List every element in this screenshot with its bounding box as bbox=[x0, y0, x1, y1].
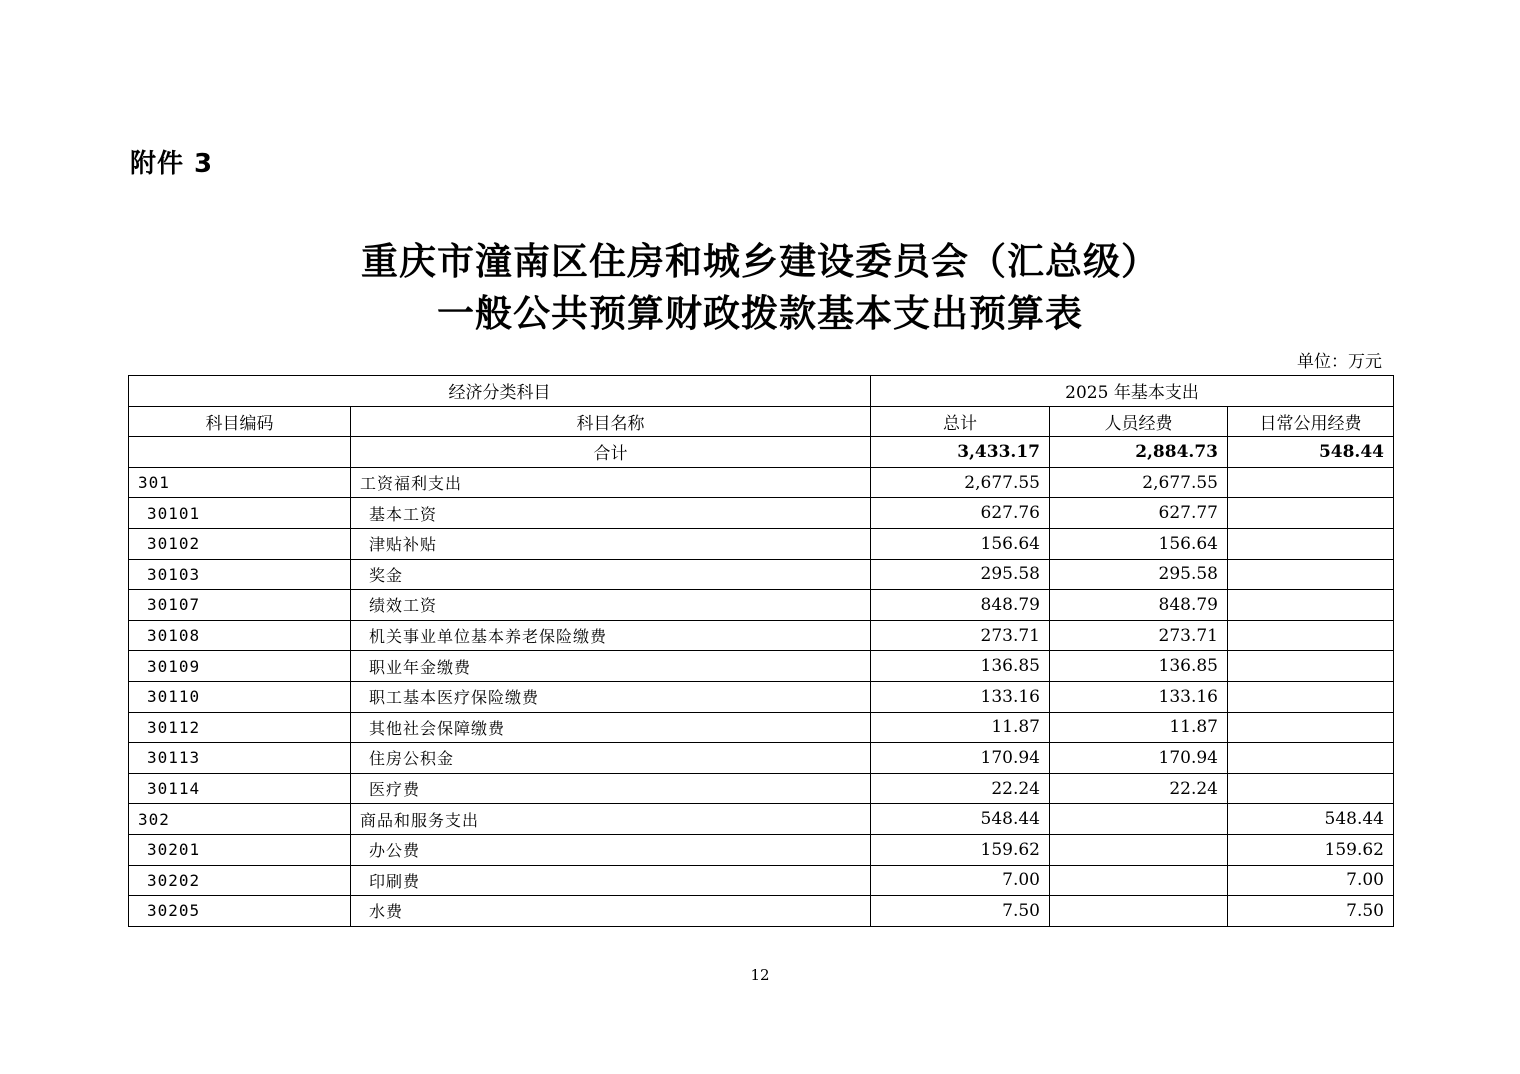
total-code-cell bbox=[129, 437, 351, 468]
row-name: 医疗费 bbox=[351, 773, 871, 804]
row-total: 7.00 bbox=[871, 865, 1050, 896]
row-name: 职业年金缴费 bbox=[351, 651, 871, 682]
row-public bbox=[1228, 681, 1394, 712]
row-public bbox=[1228, 467, 1394, 498]
header-year-expense: 2025 年基本支出 bbox=[871, 376, 1394, 407]
row-name: 绩效工资 bbox=[351, 590, 871, 621]
row-public bbox=[1228, 651, 1394, 682]
row-total: 11.87 bbox=[871, 712, 1050, 743]
row-name: 办公费 bbox=[351, 834, 871, 865]
row-code: 30205 bbox=[129, 896, 351, 927]
row-total: 136.85 bbox=[871, 651, 1050, 682]
budget-table-body bbox=[129, 376, 1394, 927]
row-name: 水费 bbox=[351, 896, 871, 927]
row-name: 机关事业单位基本养老保险缴费 bbox=[351, 620, 871, 651]
row-public bbox=[1228, 620, 1394, 651]
row-personnel: 156.64 bbox=[1050, 528, 1228, 559]
table-row bbox=[129, 620, 1394, 651]
row-code: 30107 bbox=[129, 590, 351, 621]
row-name: 其他社会保障缴费 bbox=[351, 712, 871, 743]
row-name: 奖金 bbox=[351, 559, 871, 590]
row-name: 职工基本医疗保险缴费 bbox=[351, 681, 871, 712]
row-public bbox=[1228, 590, 1394, 621]
row-total: 156.64 bbox=[871, 528, 1050, 559]
unit-label: 单位：万元 bbox=[1297, 352, 1382, 372]
header-code: 科目编码 bbox=[129, 406, 351, 437]
row-total: 548.44 bbox=[871, 804, 1050, 835]
row-code: 30114 bbox=[129, 773, 351, 804]
column-header-row bbox=[129, 406, 1394, 437]
table-row bbox=[129, 896, 1394, 927]
title-line-2: 一般公共预算财政拨款基本支出预算表 bbox=[437, 292, 1083, 335]
table-row bbox=[129, 681, 1394, 712]
row-code: 30112 bbox=[129, 712, 351, 743]
total-public: 548.44 bbox=[1228, 437, 1394, 468]
row-total: 170.94 bbox=[871, 743, 1050, 774]
row-total: 159.62 bbox=[871, 834, 1050, 865]
row-personnel: 627.77 bbox=[1050, 498, 1228, 529]
table-row bbox=[129, 865, 1394, 896]
row-public bbox=[1228, 712, 1394, 743]
total-label: 合计 bbox=[351, 437, 871, 468]
group-header-row bbox=[129, 376, 1394, 407]
row-personnel: 133.16 bbox=[1050, 681, 1228, 712]
table-row bbox=[129, 498, 1394, 529]
row-code: 301 bbox=[129, 467, 351, 498]
row-personnel: 11.87 bbox=[1050, 712, 1228, 743]
row-total: 7.50 bbox=[871, 896, 1050, 927]
header-name: 科目名称 bbox=[351, 406, 871, 437]
budget-table bbox=[128, 375, 1394, 927]
header-classification: 经济分类科目 bbox=[129, 376, 871, 407]
row-name: 工资福利支出 bbox=[351, 467, 871, 498]
row-total: 273.71 bbox=[871, 620, 1050, 651]
row-personnel: 2,677.55 bbox=[1050, 467, 1228, 498]
row-personnel bbox=[1050, 804, 1228, 835]
row-total: 22.24 bbox=[871, 773, 1050, 804]
row-personnel: 295.58 bbox=[1050, 559, 1228, 590]
header-public: 日常公用经费 bbox=[1228, 406, 1394, 437]
row-total: 627.76 bbox=[871, 498, 1050, 529]
row-total: 848.79 bbox=[871, 590, 1050, 621]
row-public bbox=[1228, 743, 1394, 774]
row-personnel bbox=[1050, 834, 1228, 865]
row-name: 住房公积金 bbox=[351, 743, 871, 774]
table-row bbox=[129, 651, 1394, 682]
row-code: 302 bbox=[129, 804, 351, 835]
row-name: 基本工资 bbox=[351, 498, 871, 529]
row-name: 津贴补贴 bbox=[351, 528, 871, 559]
table-row bbox=[129, 834, 1394, 865]
table-row bbox=[129, 712, 1394, 743]
total-row bbox=[129, 437, 1394, 468]
row-personnel bbox=[1050, 896, 1228, 927]
row-code: 30103 bbox=[129, 559, 351, 590]
table-row bbox=[129, 804, 1394, 835]
row-personnel: 136.85 bbox=[1050, 651, 1228, 682]
table-row bbox=[129, 528, 1394, 559]
table-row bbox=[129, 743, 1394, 774]
page-number: 12 bbox=[750, 966, 770, 984]
row-public: 7.50 bbox=[1228, 896, 1394, 927]
row-code: 30109 bbox=[129, 651, 351, 682]
row-personnel: 22.24 bbox=[1050, 773, 1228, 804]
row-code: 30202 bbox=[129, 865, 351, 896]
row-public bbox=[1228, 498, 1394, 529]
table-row bbox=[129, 590, 1394, 621]
row-code: 30113 bbox=[129, 743, 351, 774]
total-personnel: 2,884.73 bbox=[1050, 437, 1228, 468]
document-title bbox=[0, 236, 1520, 340]
row-total: 2,677.55 bbox=[871, 467, 1050, 498]
row-total: 133.16 bbox=[871, 681, 1050, 712]
row-personnel: 170.94 bbox=[1050, 743, 1228, 774]
row-personnel: 273.71 bbox=[1050, 620, 1228, 651]
row-code: 30201 bbox=[129, 834, 351, 865]
row-public bbox=[1228, 559, 1394, 590]
row-name: 商品和服务支出 bbox=[351, 804, 871, 835]
table-row bbox=[129, 773, 1394, 804]
row-public: 159.62 bbox=[1228, 834, 1394, 865]
header-total: 总计 bbox=[871, 406, 1050, 437]
row-code: 30101 bbox=[129, 498, 351, 529]
row-public: 548.44 bbox=[1228, 804, 1394, 835]
title-line-1: 重庆市潼南区住房和城乡建设委员会（汇总级） bbox=[361, 240, 1159, 283]
table-row bbox=[129, 467, 1394, 498]
row-code: 30110 bbox=[129, 681, 351, 712]
header-personnel: 人员经费 bbox=[1050, 406, 1228, 437]
row-personnel bbox=[1050, 865, 1228, 896]
total-amount: 3,433.17 bbox=[871, 437, 1050, 468]
attachment-label: 附件 3 bbox=[130, 149, 214, 179]
row-personnel: 848.79 bbox=[1050, 590, 1228, 621]
table-row bbox=[129, 559, 1394, 590]
row-total: 295.58 bbox=[871, 559, 1050, 590]
row-code: 30108 bbox=[129, 620, 351, 651]
row-public bbox=[1228, 773, 1394, 804]
row-name: 印刷费 bbox=[351, 865, 871, 896]
row-public bbox=[1228, 528, 1394, 559]
row-code: 30102 bbox=[129, 528, 351, 559]
row-public: 7.00 bbox=[1228, 865, 1394, 896]
